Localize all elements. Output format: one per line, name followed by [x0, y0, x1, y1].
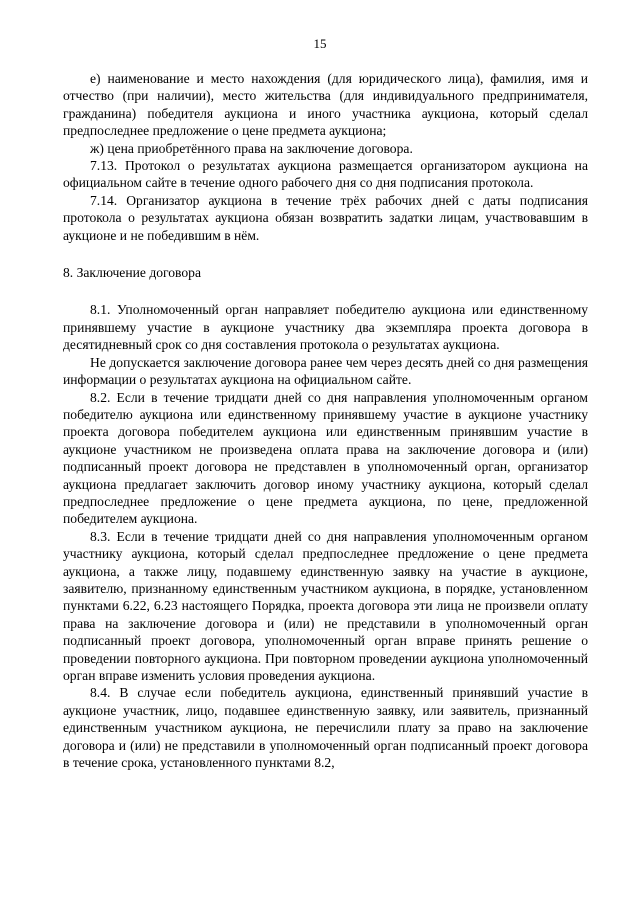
paragraph-8-3: 8.3. Если в течение тридцати дней со дня направления уполномоченным органом участнику аукциона, который сделал предпоследнее предложение о цене предмета аукциона, а также лицу, подавшему единственную заявку на участие в аукционе, заявителю, признанному единственным участником аукциона, в порядке, установленном пунктами 6.22, 6.23 настоящего Порядка, проекта договора эти лица не произвели оплату права на заключение договора и (или) не представили в уполномоченный орган подписанный проект договора, уполномоченный орган вправе принять решение о проведении повторного аукциона. При повторном проведении аукциона уполномоченный орган вправе изменить условия проведения аукциона. [63, 528, 588, 683]
paragraph-8-1-note: Не допускается заключение договора ранее чем через десять дней со дня размещения информации о результатах аукциона на официальном сайте. [63, 354, 588, 388]
paragraph-7-14: 7.14. Организатор аукциона в течение трёх рабочих дней с даты подписания протокола о результатах аукциона обязан возвратить задатки лицам, участвовавшим в аукционе и не победившим в нём. [63, 192, 588, 243]
document-body [63, 70, 588, 771]
section-heading: 8. Заключение договора [63, 265, 202, 281]
paragraph-item-zh: ж) цена приобретённого права на заключение договора. [90, 140, 413, 156]
page-number: 15 [313, 36, 327, 51]
paragraph-7-13: 7.13. Протокол о результатах аукциона размещается организатором аукциона на официальном сайте в течение одного рабочего дня со дня подписания протокола. [63, 158, 588, 191]
paragraph-item-e: е) наименование и место нахождения (для юридического лица), фамилия, имя и отчество (при наличии), место жительства (для индивидуального предпринимателя, гражданина) победителя аукциона и иного участника аукциона, который сделал предпоследнее предложение о цене предмета аукциона; [63, 71, 588, 139]
paragraph-8-4: 8.4. В случае если победитель аукциона, единственный принявший участие в аукционе участник, лицо, подавшее единственную заявку, или заявитель, признанный единственным участником аукциона, не перечислили плату за право на заключение договора и (или) не представили в уполномоченный орган подписанный проект договора в течение срока, установленного пунктами 8.2, [63, 685, 588, 771]
paragraph-8-1: 8.1. Уполномоченный орган направляет победителю аукциона или единственному принявшему участие в аукционе участнику два экземпляра проекта договора в десятидневный срок со дня составления протокола о результатах аукциона. [63, 302, 588, 353]
paragraph-8-2: 8.2. Если в течение тридцати дней со дня направления уполномоченным органом победителю аукциона или единственному принявшему участие в аукционе участнику проекта договора победителем аукциона или единственным принявшим участие в аукционе участником не произведена оплата права на заключение договора и (или) подписанный проект договора не представлен в уполномоченный орган, организатор аукциона предлагает заключить договор иному участнику аукциона, который сделал предпоследнее предложение о цене предмета аукциона, по цене, предложенной победителем аукциона. [63, 389, 588, 527]
